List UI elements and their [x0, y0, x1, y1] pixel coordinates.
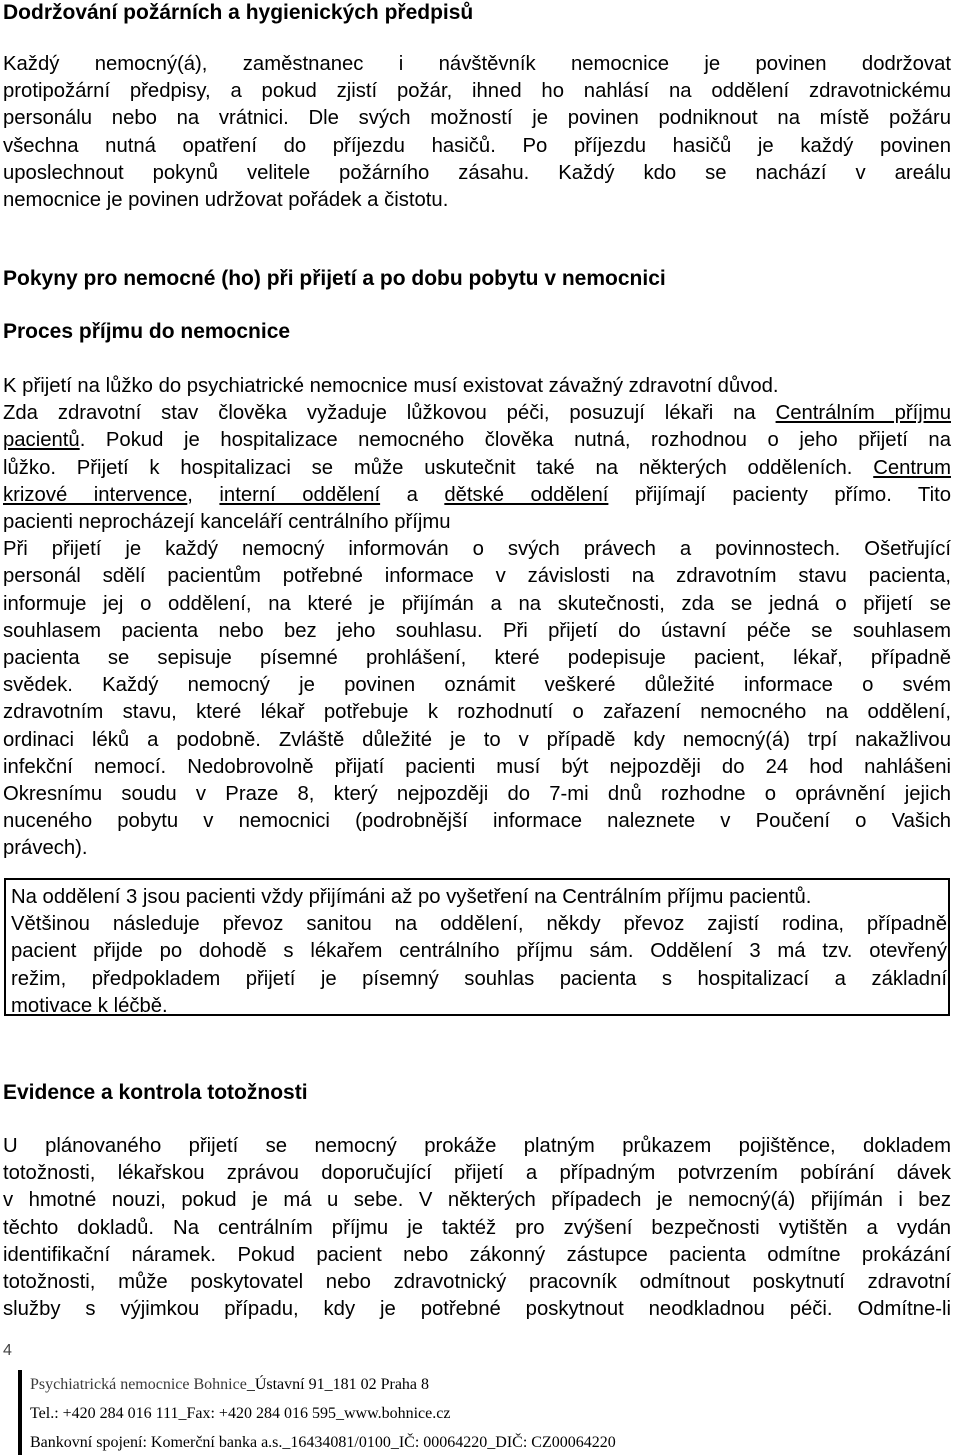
paragraph-department-3: [11, 884, 947, 1020]
text-line: motivace k léčbě.: [11, 994, 168, 1017]
text-line: totožnosti, lékařskou zprávou doporučující přijetí a případným potvrzením pobírání dávek: [3, 1162, 951, 1185]
text-line: režim, předpokladem přijetí je písemný souhlas pacienta s hospitalizací a základní: [11, 967, 947, 990]
footer-bank: Bankovní spojení: Komerční banka a.s._16434081/0100_IČ: 00064220_DIČ: CZ00064220: [30, 1434, 616, 1451]
text-line: totožnosti, může poskytovatel nebo zdravotnický pracovník odmítnout poskytnutí zdravotní: [3, 1271, 951, 1294]
section-title-fire-hygiene: Dodržování požárních a hygienických předpisů: [3, 1, 474, 24]
footer-address: Psychiatrická nemocnice Bohnice_Ústavní 91_181 02 Praha 8: [30, 1376, 430, 1393]
text-line: personálu nebo na vrátnici. Dle svých možností je povinen podniknout na místě požáru: [3, 107, 951, 130]
text-line: pacient přijde po dohodě s lékařem centrálního příjmu sám. Oddělení 3 má tzv. otevřený: [11, 940, 947, 963]
text-line: Každý nemocný(á), zaměstnanec i návštěvník nemocnice je povinen dodržovat: [3, 53, 951, 75]
text-line: nuceného pobytu v nemocnici (podrobnější informace naleznete v Poučení o Vašich: [3, 810, 951, 833]
text-line: nemocnice je povinen udržovat pořádek a čistotu.: [3, 189, 449, 212]
text-line: ordinaci léků a podobně. Zvláště důležité je to v případě kdy nemocný(á) trpí nakažlivou: [3, 728, 951, 751]
footer-divider: [18, 1370, 22, 1455]
text-line: Na oddělení 3 jsou pacienti vždy přijímáni až po vyšetření na Centrálním příjmu pacientů.: [11, 886, 812, 908]
paragraph-admission: [3, 373, 951, 863]
text-line: pacienta se sepisuje písemné prohlášení, které podepisuje pacient, lékař, případně: [3, 647, 951, 670]
link-crisis-intervention-cont[interactable]: krizové intervence: [3, 483, 188, 506]
text-line: Většinou následuje převoz sanitou na oddělení, někdy převoz zajistí rodina, případně: [11, 913, 947, 936]
text-line: uposlechnout pokynů velitele požárního zásahu. Každý kdo se nachází v areálu: [3, 161, 951, 184]
text-line: služby s výjimkou případu, kdy je potřebné poskytnout neodkladnou péči. Odmítne-li: [3, 1298, 951, 1321]
text-line: pacientů. Pokud je hospitalizace nemocného člověka nutná, rozhodnou o jeho přijetí na: [3, 429, 951, 452]
text-line: lůžko. Přijetí k hospitalizaci se může uskutečnit také na některých odděleních. Centrum: [3, 456, 951, 479]
text-line: pacienti neprocházejí kanceláří centrálního příjmu: [3, 511, 451, 534]
text-line: Zda zdravotní stav člověka vyžaduje lůžkovou péči, posuzují lékaři na Centrálním příjmu: [3, 402, 951, 425]
text-line: Při přijetí je každý nemocný informován o svých právech a povinnostech. Ošetřující: [3, 538, 951, 561]
text-line: K přijetí na lůžko do psychiatrické nemocnice musí existovat závažný zdravotní důvod.: [3, 375, 779, 397]
link-crisis-intervention[interactable]: Centrum: [873, 456, 951, 479]
text-line: Okresnímu soudu v Praze 8, který nejpozději do 7-mi dnů rozhodne o oprávnění jejich: [3, 783, 951, 806]
paragraph-identity-check: [3, 1133, 951, 1323]
link-childrens-department[interactable]: dětské oddělení: [444, 483, 609, 506]
text-line: zdravotním stavu, které lékař potřebuje k rozhodnutí o zařazení nemocného na oddělení,: [3, 701, 951, 724]
text-line: krizové intervence, interní oddělení a dětské oddělení přijímají pacienty přímo. Tito: [3, 483, 951, 506]
text-line: v hmotné nouzi, pokud je má u sebe. V některých případech je nemocný(á) přijímán i bez: [3, 1189, 951, 1212]
text-line: svědek. Každý nemocný je povinen oznámit veškeré důležité informace o svém: [3, 674, 951, 697]
text-line: všechna nutná opatření do příjezdu hasičů. Po příjezdu hasičů je každý povinen: [3, 134, 951, 157]
text-line: identifikační náramek. Pokud pacient nebo zákonný zástupce pacienta odmítne prokázání: [3, 1243, 951, 1266]
text-line: právech).: [3, 837, 88, 860]
section-title-patient-instructions: Pokyny pro nemocné (ho) při přijetí a po dobu pobytu v nemocnici: [3, 267, 666, 290]
link-central-admission[interactable]: Centrálním příjmu: [775, 402, 951, 425]
department-3-info-box: [4, 878, 950, 1016]
section-title-admission-process: Proces příjmu do nemocnice: [3, 320, 291, 343]
link-central-admission-cont[interactable]: pacientů: [3, 429, 80, 452]
text-line: infekční nemocí. Nedobrovolně přijatí pacienti musí být nejpozději do 24 hod nahlášeni: [3, 755, 951, 778]
text-line: těchto dokladů. Na centrálním příjmu je taktéž pro zvýšení bezpečnosti vytištěn a vydán: [3, 1216, 951, 1239]
text-line: protipožární předpisy, a pokud zjistí požár, ihned ho nahlásí na oddělení zdravotnickému: [3, 80, 951, 103]
section-title-identity-check: Evidence a kontrola totožnosti: [3, 1081, 308, 1104]
page-number: 4: [3, 1342, 12, 1359]
text-line: U plánovaného přijetí se nemocný prokáže platným průkazem pojištěnce, dokladem: [3, 1135, 951, 1157]
text-line: personál sdělí pacientům potřebné informace v závislosti na zdravotním stavu pacienta,: [3, 565, 951, 588]
footer-contact: Tel.: +420 284 016 111_Fax: +420 284 016 595_www.bohnice.cz: [30, 1405, 451, 1422]
link-internal-department[interactable]: interní oddělení: [219, 483, 381, 506]
text-line: souhlasem pacienta nebo bez jeho souhlasu. Při přijetí do ústavní péče se souhlasem: [3, 619, 951, 642]
paragraph-fire-regulations: [3, 51, 951, 214]
text-line: informuje jej o oddělení, na které je přijímán a na skutečnosti, zda se jedná o přijetí se: [3, 592, 951, 615]
